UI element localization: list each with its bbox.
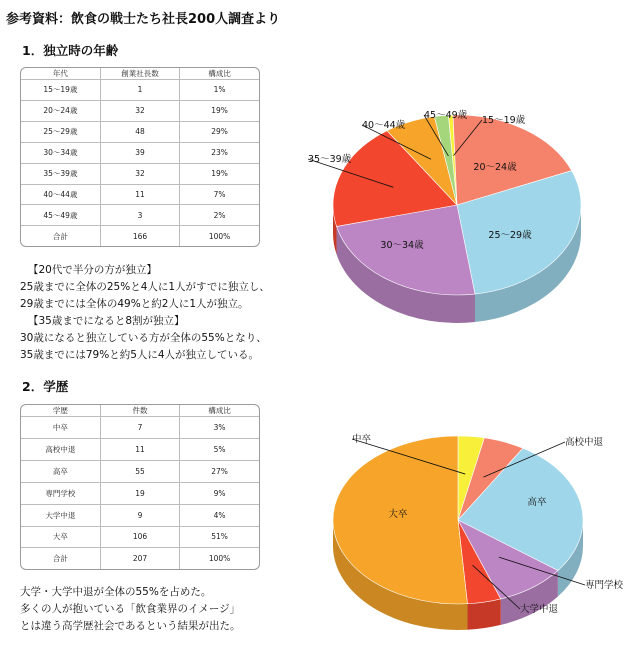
- table-cell: 45〜49歳: [21, 205, 100, 226]
- table-cell: 9: [100, 504, 179, 526]
- table-cell: 3%: [180, 417, 259, 439]
- table-header-cell: 件数: [100, 405, 179, 417]
- table-cell: 19: [100, 482, 179, 504]
- pie-slice-label: 専門学校: [585, 580, 624, 591]
- note-line: 35歳までには79%と約5人に4人が独立している。: [20, 349, 260, 361]
- table-cell: 高校中退: [21, 438, 100, 460]
- note-line: 多くの人が抱いている「飲食業界のイメージ」: [20, 603, 241, 615]
- table-header-cell: 年代: [21, 68, 100, 80]
- table-cell: 大卒: [21, 526, 100, 548]
- table-cell: 106: [100, 526, 179, 548]
- table-cell: 9%: [180, 482, 259, 504]
- table-cell: 合計: [21, 548, 100, 569]
- table-cell: 51%: [180, 526, 259, 548]
- table-cell: 11: [100, 438, 179, 460]
- table-cell: 大学中退: [21, 504, 100, 526]
- note-line: 大学・大学中退が全体の55%を占めた。: [20, 586, 212, 598]
- table-cell: 5%: [180, 438, 259, 460]
- table-cell: 7: [100, 417, 179, 439]
- section-heading-education: 2．学歴: [22, 379, 69, 394]
- page-title: 参考資料：飲食の戦士たち社長200人調査より: [6, 12, 281, 27]
- pie-slice-label: 高卒: [527, 497, 547, 508]
- table-cell: 166: [100, 226, 179, 246]
- pie-slice-label: 35〜39歳: [308, 154, 352, 165]
- age-pie-chart: [308, 109, 581, 323]
- pie-slice-label: 25〜29歳: [488, 230, 532, 241]
- note-line: 25歳までに全体の25%と4人に1人がすでに独立し、: [20, 281, 270, 293]
- table-cell: 3: [100, 205, 179, 226]
- table-cell: 15〜19歳: [21, 80, 100, 101]
- note-line: 30歳になると独立している方が全体の55%となり、: [20, 332, 267, 344]
- table-cell: 27%: [180, 460, 259, 482]
- pie-slice-label: 45〜49歳: [424, 110, 468, 121]
- table-cell: 39: [100, 142, 179, 163]
- table-cell: 中卒: [21, 417, 100, 439]
- table-header-cell: 学歴: [21, 405, 100, 417]
- table-cell: 7%: [180, 184, 259, 205]
- table-cell: 35〜39歳: [21, 163, 100, 184]
- table-cell: 合計: [21, 226, 100, 246]
- pie-slice-label: 高校中退: [565, 437, 604, 448]
- table-cell: 20〜24歳: [21, 100, 100, 121]
- table-cell: 29%: [180, 121, 259, 142]
- table-cell: 32: [100, 100, 179, 121]
- table-header-cell: 創業社長数: [100, 68, 179, 80]
- table-cell: 30〜34歳: [21, 142, 100, 163]
- note-line: とは違う高学歴社会であるという結果が出た。: [20, 620, 241, 632]
- table-cell: 11: [100, 184, 179, 205]
- note-line: 【35歳までになると8割が独立】: [28, 315, 185, 327]
- table-cell: 48: [100, 121, 179, 142]
- pie-slice-label: 大学中退: [520, 604, 559, 615]
- section-heading-age: 1．独立時の年齢: [22, 43, 119, 58]
- table-cell: 19%: [180, 163, 259, 184]
- table-cell: 1%: [180, 80, 259, 101]
- table-cell: 23%: [180, 142, 259, 163]
- pie-slice-label: 20〜24歳: [473, 162, 517, 173]
- table-cell: 100%: [208, 554, 231, 564]
- note-line: 【20代で半分の方が独立】: [28, 264, 157, 276]
- table-cell: 高卒: [21, 460, 100, 482]
- table-header-cell: 構成比: [180, 68, 259, 80]
- table-cell: 25〜29歳: [21, 121, 100, 142]
- table-cell: 100%: [208, 231, 231, 241]
- table-cell: 55: [100, 460, 179, 482]
- pie-slice-label: 40〜44歳: [362, 120, 406, 131]
- pie-slice-label: 大卒: [388, 509, 408, 520]
- table-cell: 207: [100, 548, 179, 569]
- table-cell: 32: [100, 163, 179, 184]
- pie-slice-label: 30〜34歳: [380, 240, 424, 251]
- table-cell: 4%: [180, 504, 259, 526]
- table-cell: 19%: [180, 100, 259, 121]
- table-cell: 1: [100, 80, 179, 101]
- note-line: 29歳までには全体の49%と約2人に1人が独立。: [20, 298, 249, 310]
- pie-slice-label: 中卒: [352, 434, 372, 445]
- education-pie-chart: [333, 433, 624, 630]
- table-header-cell: 構成比: [180, 405, 259, 417]
- table-cell: 専門学校: [21, 482, 100, 504]
- table-cell: 40〜44歳: [21, 184, 100, 205]
- pie-slice-label: 15〜19歳: [482, 115, 526, 126]
- table-cell: 2%: [180, 205, 259, 226]
